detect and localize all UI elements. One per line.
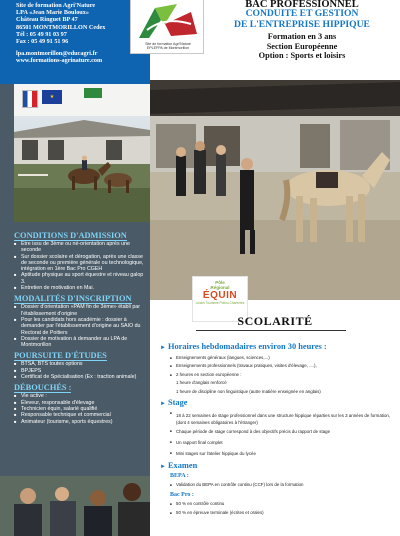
list-item: ■ 2 heures en section européenne : (170, 371, 396, 379)
riding-lesson-illustration (150, 80, 400, 300)
scolarite-title: SCOLARITÉ (237, 314, 313, 328)
list-item: ■ Pour les candidats hors académie : dossier à demander par l'établissement d'origine au SAIO du Rectorat de Poitiers (14, 317, 144, 336)
horaires-title: ► Horaires hebdomadaires environ 30 heures : (160, 342, 327, 351)
list-sub-item: 1 heure d'anglais renforcé (176, 380, 227, 386)
contact-line: Château Ringuet BP 47 (16, 16, 78, 24)
poursuite-title: POURSUITE D'ÉTUDES (14, 351, 107, 361)
sidebar (0, 0, 150, 536)
stage-title: ► Stage (160, 398, 188, 408)
contact-line: 86501 MONTMORILLON Cedex (16, 23, 106, 31)
poursuite-list (14, 361, 144, 380)
list-item: ■ Mini stages sur l'atelier hippique du lycée (170, 448, 396, 459)
title-duration: Formation en 3 ans (267, 32, 337, 41)
contact-line: Site de formation Agri'Nature (16, 2, 96, 9)
list-item: ■ 50 % en contrôle continu (170, 500, 396, 508)
pole-badge-equin: ÉQUIN (202, 290, 238, 301)
list-item: ■ Aptitude physique au sport équestre et niveau galop 3. (14, 272, 144, 285)
title-option: Option : Sports et loisirs (258, 51, 346, 61)
logo-caption: Site de formation Agri'Nature EPLEFPA de Montmorillon (145, 42, 191, 51)
regional-partner-logo (84, 88, 144, 110)
list-item: ■ Certificat de Spécialisation (Ex : traction animale) (14, 374, 144, 380)
list-item: ■ Technicien équin, salarié qualifié (14, 406, 144, 412)
list-item: ■ Vie active : (14, 393, 144, 399)
agrinature-logo-icon (135, 2, 201, 42)
sidebar-info (0, 222, 150, 427)
title-entreprise: DE L'ENTREPRISE HIPPIQUE (234, 18, 370, 30)
list-item: ■ Chaque période de stage correspond à des objectifs précis du rapport de stage (170, 426, 396, 437)
list-item: ■ Dossier de motivation à demander au LPA de Montmorillon (14, 336, 144, 349)
students-photo-illustration (0, 476, 150, 536)
list-item: ■ Responsable technique et commercial (14, 412, 144, 418)
list-item: ■ Enseignements professionnels (travaux pratiques, visites d'élevage, ....), (170, 362, 396, 370)
arrow-bullet-icon: ► (160, 401, 166, 408)
list-item: ■ Dossier d'orientation «PAM fin de 3ème» établi par l'établissement d'origine (14, 304, 144, 317)
pole-badge-sub: Loisirs Tourisme Poitou-Charentes (195, 301, 245, 305)
list-item: ■ Validation du BEPA en contrôle continu (CCF) lors de la formation (170, 481, 396, 489)
contact-block (0, 0, 150, 84)
title-section: Section Européenne (266, 41, 338, 51)
debouches-list (14, 393, 144, 424)
bacpro-list (170, 500, 396, 517)
title-conduite: CONDUITE ET GESTION (245, 8, 359, 19)
list-item: ■ Entretien de motivation en Mai. (14, 285, 144, 291)
pole-badge-top: Pôle Régional (210, 280, 230, 290)
contact-website-link[interactable]: www.formations-agrinature.com (16, 57, 103, 65)
list-sub-item: 1 heure de discipline non linguistique (autre matière enseignée en anglais) (176, 388, 321, 394)
arrow-bullet-icon: ► (160, 345, 166, 351)
list-item: ■ BTSA, BTS toutes options (14, 361, 144, 367)
list-item: ■ Éleveur, responsable d'élevage (14, 400, 144, 406)
european-union-flag-icon: ★ (42, 90, 62, 104)
contact-line: LPA «Jean Marie Bouloux» (16, 9, 89, 17)
list-item: ■ Un rapport final complet (170, 437, 396, 448)
agrinature-logo (130, 0, 204, 54)
list-item: ■ Sur dossier scolaire et dérogation, après une classe de seconde ou première générale ou technologique, intégration en 1ère Bac Pro CGEH (14, 254, 144, 273)
title-bac-pro: BAC PROFESSIONNEL (245, 0, 359, 10)
scolarite-divider (196, 330, 346, 331)
republique-francaise-logo (22, 90, 38, 108)
horaires-list (170, 354, 396, 396)
bepa-list (170, 481, 396, 489)
contact-phone: Tél : 05 49 91 03 97 (16, 30, 67, 38)
list-item: ■ Etre issu de 3ème ou né-orientation après une seconde (14, 241, 144, 254)
list-item: ■ 18 à 22 semaines de stage professionnel dans une structure hippique réparties sur les 3 années de formation, (dont 4 semaines obligatoires à l'étranger) (170, 410, 396, 426)
arrow-bullet-icon: ► (160, 464, 166, 471)
contact-email-link[interactable]: lpa.montmorillon@educagri.fr (16, 50, 98, 58)
debouches-title: DÉBOUCHÉS : (14, 383, 72, 393)
bacpro-label: Bac Pro : (170, 492, 194, 499)
list-item: ■ BPJEPS (14, 368, 144, 374)
stage-list (170, 410, 396, 459)
conditions-list (14, 241, 144, 291)
examen-title: ► Examen (160, 461, 198, 471)
contact-fax: Fax : 05 49 91 51 96 (16, 38, 69, 46)
conditions-title: CONDITIONS D'ADMISSION (14, 231, 127, 240)
list-item: ■ 50 % en épreuve terminale (écrites et orales) (170, 509, 396, 517)
list-item: ■ Enseignements généraux (langues, sciences,...) (170, 354, 396, 362)
bepa-label: BEPA : (170, 473, 189, 480)
list-item: ■ Animateur (tourisme, sports équestres) (14, 419, 144, 425)
modalites-list (14, 304, 144, 348)
program-title (204, 0, 400, 61)
scolarite-content (160, 342, 396, 519)
riding-lesson-photo (150, 80, 400, 300)
modalites-title: MODALITÉS D'INSCRIPTION (14, 294, 132, 304)
students-photo (0, 476, 150, 536)
